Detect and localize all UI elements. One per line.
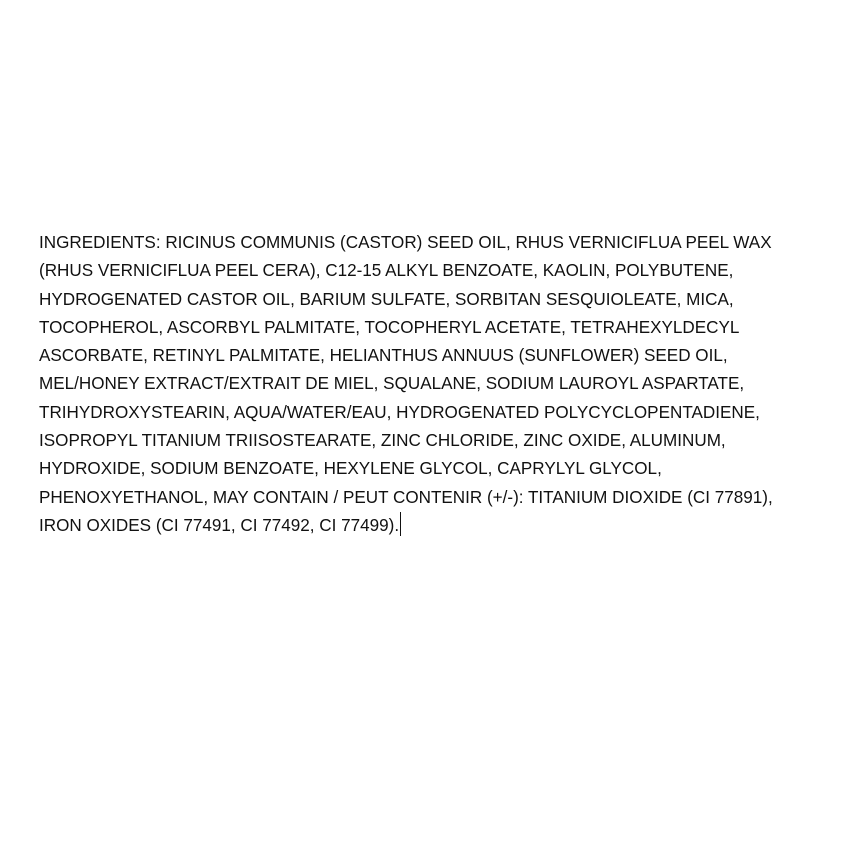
ingredients-line: ASCORBATE, RETINYL PALMITATE, HELIANTHUS ANNUUS (SUNFLOWER) SEED OIL, xyxy=(39,346,728,366)
ingredients-line: HYDROXIDE, SODIUM BENZOATE, HEXYLENE GLYCOL, CAPRYLYL GLYCOL, xyxy=(39,459,662,479)
ingredients-text[interactable] xyxy=(39,229,829,540)
ingredients-last-line xyxy=(39,512,829,540)
ingredients-line: TOCOPHEROL, ASCORBYL PALMITATE, TOCOPHERYL ACETATE, TETRAHEXYLDECYL xyxy=(39,317,740,337)
ingredients-line: ISOPROPYL TITANIUM TRIISOSTEARATE, ZINC CHLORIDE, ZINC OXIDE, ALUMINUM, xyxy=(39,431,726,451)
ingredients-line: PHENOXYETHANOL, MAY CONTAIN / PEUT CONTENIR (+/-): TITANIUM DIOXIDE (CI 77891), xyxy=(39,487,773,507)
ingredients-line: (RHUS VERNICIFLUA PEEL CERA), C12-15 ALKYL BENZOATE, KAOLIN, POLYBUTENE, xyxy=(39,261,734,281)
ingredients-line: INGREDIENTS: RICINUS COMMUNIS (CASTOR) SEED OIL, RHUS VERNICIFLUA PEEL WAX xyxy=(39,233,772,252)
ingredients-line: HYDROGENATED CASTOR OIL, BARIUM SULFATE, SORBITAN SESQUIOLEATE, MICA, xyxy=(39,289,734,309)
ingredients-line-text: IRON OXIDES (CI 77491, CI 77492, CI 77499). xyxy=(39,515,400,535)
text-cursor xyxy=(400,512,401,536)
ingredients-line: MEL/HONEY EXTRACT/EXTRAIT DE MIEL, SQUALANE, SODIUM LAUROYL ASPARTATE, xyxy=(39,374,745,394)
ingredients-line: TRIHYDROXYSTEARIN, AQUA/WATER/EAU, HYDROGENATED POLYCYCLOPENTADIENE, xyxy=(39,402,760,422)
